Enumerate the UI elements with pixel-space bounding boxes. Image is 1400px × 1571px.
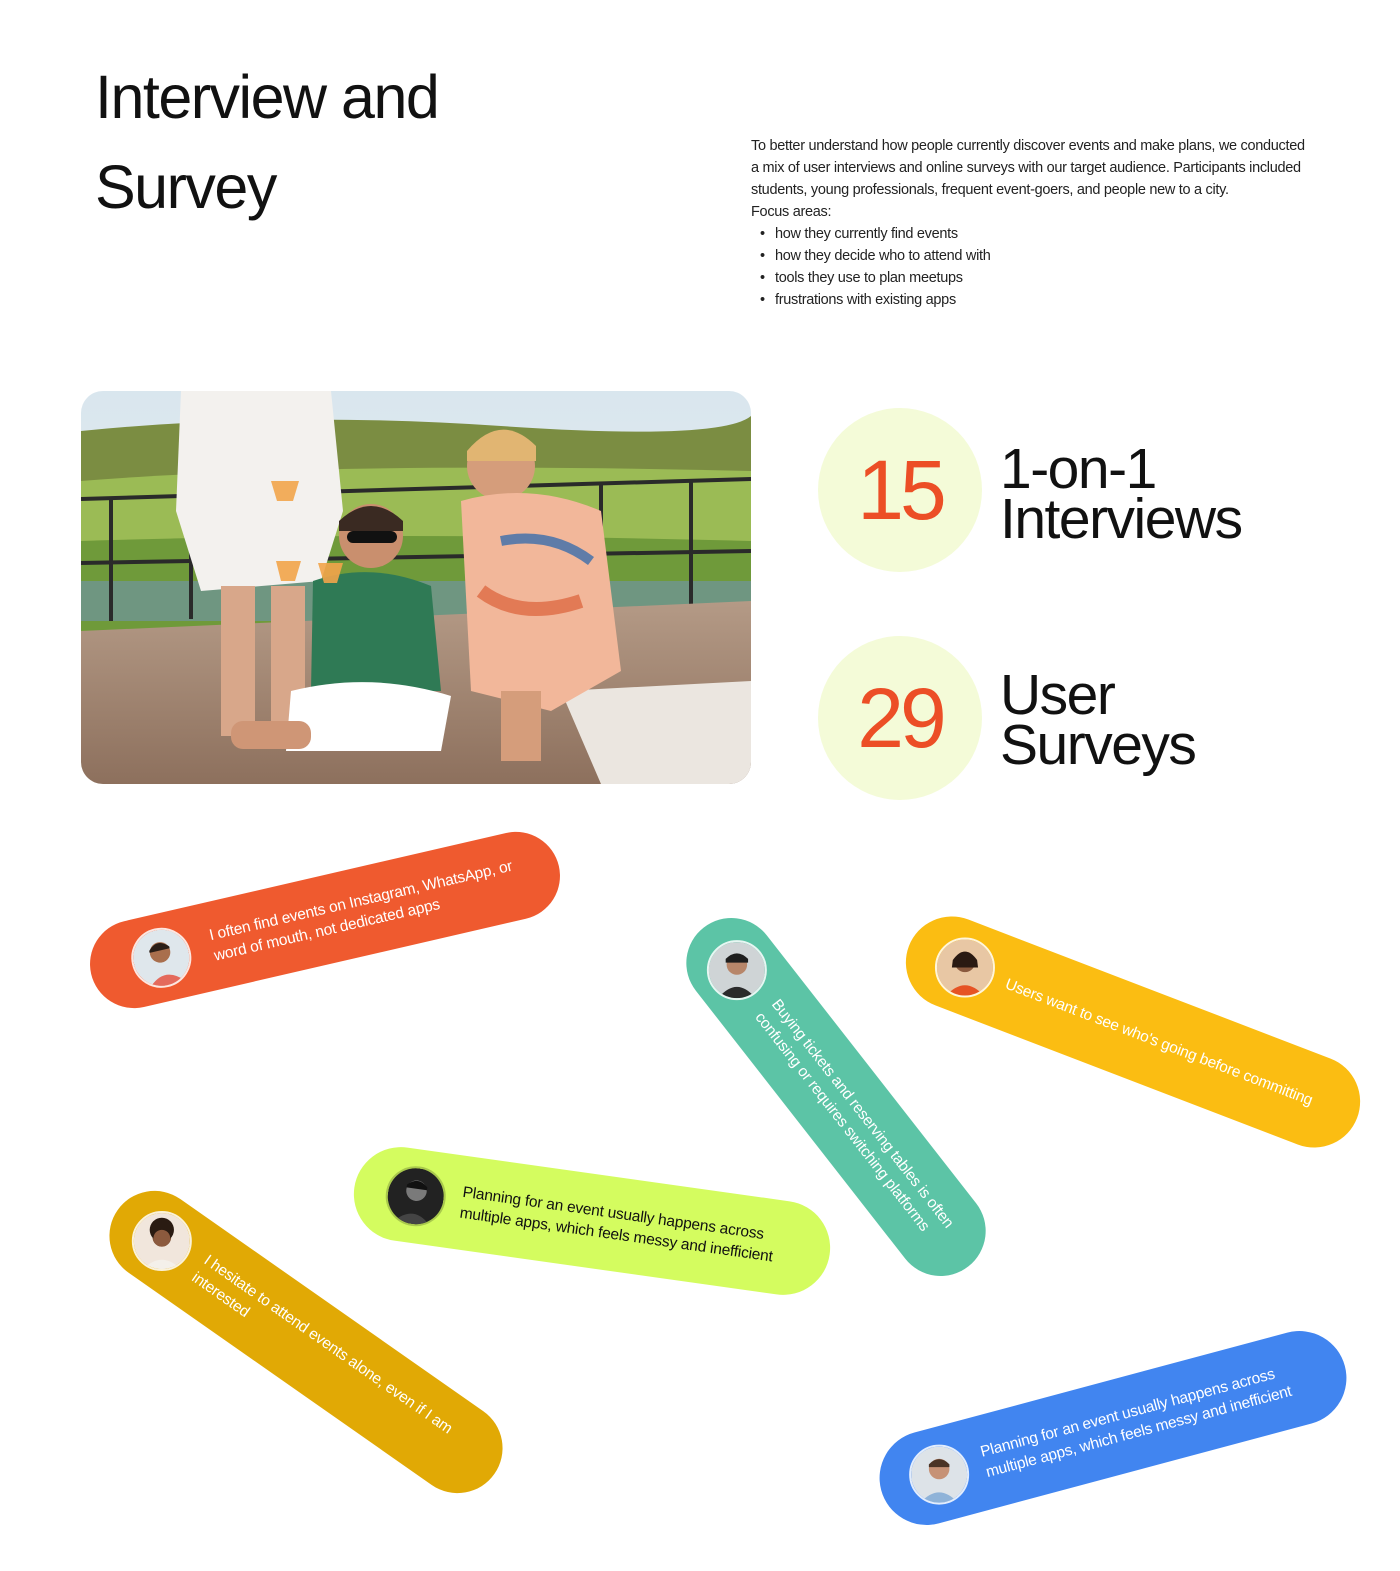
quote-card bbox=[348, 1141, 836, 1301]
quote-text: Planning for an event usually happens across multiple apps, which feels messy and inefficient bbox=[458, 1183, 774, 1266]
surveys-count-badge bbox=[818, 636, 982, 800]
person-avatar-icon bbox=[134, 1213, 190, 1269]
friends-toasting-illustration bbox=[81, 391, 751, 784]
person-avatar-icon bbox=[128, 924, 195, 991]
surveys-label-line-1: User bbox=[1000, 663, 1115, 727]
interviews-label-line-2: Interviews bbox=[1000, 487, 1242, 551]
person-avatar-icon bbox=[911, 1447, 967, 1503]
quote-card bbox=[892, 903, 1373, 1161]
title-line-2: Survey bbox=[95, 153, 276, 221]
interviews-count: 15 bbox=[857, 442, 943, 537]
surveys-label-line-2: Surveys bbox=[1000, 713, 1196, 777]
interviews-label bbox=[1000, 437, 1242, 551]
quote-text: Users want to see who's going before committing bbox=[1002, 975, 1316, 1109]
quote-text: I often find events on Instagram, WhatsApp, or word of mouth, not dedicated apps bbox=[207, 857, 515, 965]
avatar bbox=[707, 940, 767, 1000]
focus-item: • tools they use to plan meetups bbox=[775, 267, 1311, 289]
page-title bbox=[95, 52, 438, 232]
focus-item: • how they currently find events bbox=[775, 223, 1311, 245]
avatar bbox=[935, 937, 995, 997]
person-avatar-icon bbox=[709, 942, 765, 998]
interviews-count-badge bbox=[818, 408, 982, 572]
focus-item: • frustrations with existing apps bbox=[775, 289, 1311, 311]
quote-card bbox=[81, 823, 568, 1017]
surveys-label bbox=[1000, 663, 1196, 777]
person-avatar-icon bbox=[937, 939, 993, 995]
group-photo bbox=[81, 391, 751, 784]
avatar bbox=[132, 1211, 192, 1271]
quote-text: Planning for an event usually happens across multiple apps, which feels messy and inefficient bbox=[978, 1365, 1294, 1482]
focus-item: • how they decide who to attend with bbox=[775, 245, 1311, 267]
intro-paragraph: To better understand how people currently discover events and make plans, we conducted a mix of user interviews and online surveys with our target audience. Participants included students, young professionals, frequent event-goers, and people new to a city. bbox=[751, 138, 1305, 198]
quote-text: Buying tickets and reserving tables is often confusing or requires switching platforms bbox=[751, 996, 957, 1235]
avatar bbox=[125, 922, 197, 994]
interviews-label-line-1: 1-on-1 bbox=[1000, 437, 1156, 501]
person-avatar-icon bbox=[384, 1165, 447, 1228]
avatar bbox=[909, 1445, 969, 1505]
quote-text: I hesitate to attend events alone, even if I am interested bbox=[188, 1251, 456, 1438]
focus-list bbox=[751, 223, 1311, 311]
quote-card bbox=[869, 1320, 1357, 1535]
title-line-1: Interview and bbox=[95, 63, 439, 131]
surveys-count: 29 bbox=[857, 670, 943, 765]
intro-block bbox=[751, 135, 1311, 311]
focus-label: Focus areas: bbox=[751, 204, 832, 220]
avatar bbox=[382, 1162, 450, 1230]
